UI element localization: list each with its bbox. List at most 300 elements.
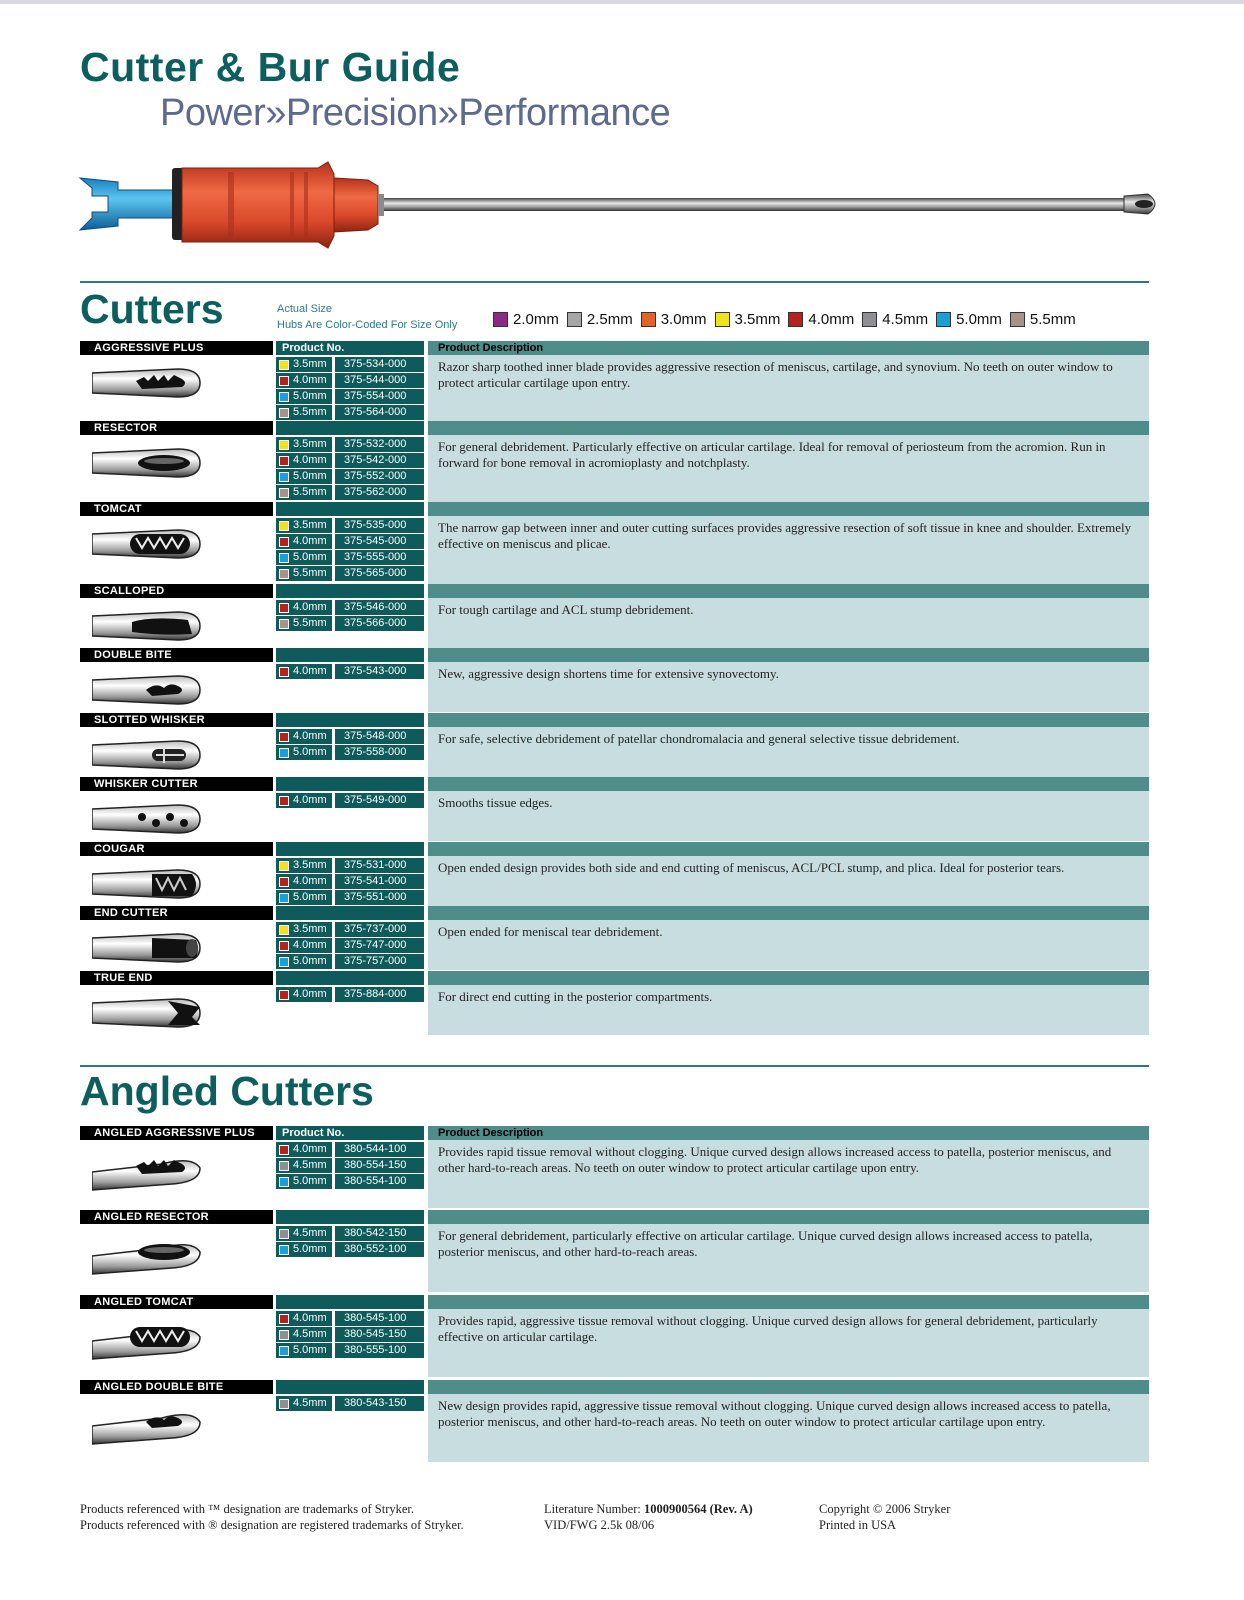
- size-swatch: [279, 392, 289, 402]
- size-row: [276, 389, 424, 405]
- size-list: [276, 664, 424, 680]
- product-name: ANGLED TOMCAT: [80, 1295, 273, 1309]
- product-name: SCALLOPED: [80, 584, 273, 598]
- size-swatch: [279, 1145, 289, 1155]
- product-name: TRUE END: [80, 971, 273, 985]
- size-row: [276, 616, 424, 632]
- product-number-header: Product No.: [276, 341, 424, 355]
- page-title: Cutter & Bur Guide: [80, 44, 461, 90]
- angled-section-title: Angled Cutters: [80, 1068, 374, 1114]
- part-number: 375-531-000: [335, 858, 424, 873]
- size-swatch: [279, 732, 289, 742]
- size-label: 5.0mm: [293, 746, 327, 758]
- product-description-header: [428, 842, 1149, 856]
- part-number: 380-545-150: [335, 1327, 424, 1342]
- size-label: 5.0mm: [293, 891, 327, 903]
- footer-reg-line: Products referenced with ® designation are registered trademarks of Stryker.: [80, 1518, 464, 1532]
- size-swatch: [279, 521, 289, 531]
- size-cell: [276, 987, 332, 1002]
- size-swatch: [279, 1229, 289, 1239]
- size-row: [276, 1242, 424, 1258]
- product-description: For general debridement, particularly effective on articular cartilage. Unique curved design allows increased access to patella, posterior meniscus, and other hard-to-reach areas.: [438, 1228, 1093, 1259]
- size-cell: [276, 550, 332, 565]
- size-label: 4.5mm: [293, 1397, 327, 1409]
- product-description-header: [428, 1295, 1149, 1309]
- size-color-legend: [493, 311, 1084, 328]
- product-row: [80, 421, 1149, 503]
- product-number-header: [276, 842, 424, 856]
- size-cell: [276, 745, 332, 760]
- size-row: [276, 874, 424, 890]
- size-swatch: [279, 893, 289, 903]
- size-cell: [276, 858, 332, 873]
- size-list: [276, 437, 424, 501]
- product-description-header: [428, 584, 1149, 598]
- size-label: 3.5mm: [293, 923, 327, 935]
- legend-label: 5.5mm: [1029, 311, 1076, 328]
- footer-copyright: [819, 1501, 950, 1533]
- product-name: TOMCAT: [80, 502, 273, 516]
- legend-item-2-0mm: [493, 311, 559, 328]
- part-number: 375-564-000: [335, 405, 424, 420]
- legend-label: 3.5mm: [734, 311, 781, 328]
- size-list: [276, 729, 424, 761]
- part-number: 375-549-000: [335, 793, 424, 808]
- product-description-header: [428, 1210, 1149, 1224]
- size-cell: [276, 600, 332, 615]
- size-swatch: [279, 941, 289, 951]
- legend-swatch: [715, 312, 730, 327]
- size-swatch: [279, 1346, 289, 1356]
- size-swatch: [279, 488, 289, 498]
- size-swatch: [279, 456, 289, 466]
- size-label: 4.0mm: [293, 374, 327, 386]
- product-description-header: [428, 502, 1149, 516]
- product-description-header: [428, 421, 1149, 435]
- legend-label: 2.5mm: [586, 311, 633, 328]
- part-number: 380-552-100: [335, 1242, 424, 1257]
- size-cell: [276, 1142, 332, 1157]
- product-name: ANGLED DOUBLE BITE: [80, 1380, 273, 1394]
- size-swatch: [279, 537, 289, 547]
- size-row: [276, 1396, 424, 1412]
- size-label: 5.5mm: [293, 486, 327, 498]
- size-list: [276, 600, 424, 632]
- cutter-tip-icon: [92, 1313, 204, 1366]
- size-row: [276, 1158, 424, 1174]
- product-row: [80, 906, 1149, 970]
- product-description-header: [428, 648, 1149, 662]
- legend-swatch: [788, 312, 803, 327]
- product-description-header: [428, 971, 1149, 985]
- product-description: Smooths tissue edges.: [438, 795, 553, 810]
- size-cell: [276, 453, 332, 468]
- size-cell: [276, 616, 332, 631]
- size-label: 5.0mm: [293, 390, 327, 402]
- product-row: [80, 502, 1149, 584]
- size-list: [276, 987, 424, 1003]
- size-cell: [276, 729, 332, 744]
- size-list: [276, 793, 424, 809]
- product-description: For general debridement. Particularly effective on articular cartilage. Ideal for removal of periosteum from the acromion. Run in forward for bone removal in acromioplasty and notchplasty.: [438, 439, 1106, 470]
- product-row: [80, 842, 1149, 906]
- part-number: 380-554-100: [335, 1174, 424, 1189]
- legend-label: 2.0mm: [513, 311, 559, 328]
- size-row: [276, 357, 424, 373]
- part-number: 380-545-100: [335, 1311, 424, 1326]
- product-number-header: [276, 1380, 424, 1394]
- product-number-header: Product No.: [276, 1126, 424, 1140]
- page-subtitle: Power»Precision»Performance: [160, 92, 671, 134]
- legend-swatch: [641, 312, 656, 327]
- cutter-tip-icon: [92, 439, 204, 492]
- size-label: 5.5mm: [293, 406, 327, 418]
- product-description: New, aggressive design shortens time for extensive synovectomy.: [438, 666, 779, 681]
- footer-tm-line: Products referenced with ™ designation are trademarks of Stryker.: [80, 1502, 415, 1516]
- legend-swatch: [1010, 312, 1025, 327]
- product-description: New design provides rapid, aggressive tissue removal without clogging. Unique curved design allows increased access to patella, posterior meniscus, and other hard-to-reach areas. No teeth on outer window to protect articular cartilage upon entry.: [438, 1398, 1111, 1429]
- part-number: 375-544-000: [335, 373, 424, 388]
- size-swatch: [279, 1399, 289, 1409]
- legend-item-3-0mm: [641, 311, 707, 328]
- size-label: 5.0mm: [293, 1243, 327, 1255]
- size-swatch: [279, 861, 289, 871]
- size-swatch: [279, 796, 289, 806]
- size-cell: [276, 874, 332, 889]
- legend-swatch: [493, 312, 508, 327]
- size-cell: [276, 485, 332, 500]
- size-label: 4.0mm: [293, 601, 327, 613]
- product-number-header: [276, 777, 424, 791]
- part-number: 375-552-000: [335, 469, 424, 484]
- size-label: 4.0mm: [293, 535, 327, 547]
- size-row: [276, 373, 424, 389]
- size-swatch: [279, 1177, 289, 1187]
- product-row: [80, 713, 1149, 777]
- size-row: [276, 793, 424, 809]
- product-row: [80, 1295, 1149, 1377]
- product-number-header: [276, 1210, 424, 1224]
- size-label: 4.5mm: [293, 1328, 327, 1340]
- part-number: 375-534-000: [335, 357, 424, 372]
- product-description-header: Product Description: [428, 341, 1149, 355]
- size-swatch: [279, 748, 289, 758]
- part-number: 375-548-000: [335, 729, 424, 744]
- product-description-header: [428, 906, 1149, 920]
- size-label: 3.5mm: [293, 859, 327, 871]
- part-number: 375-566-000: [335, 616, 424, 631]
- angled-rule: [80, 1065, 1149, 1067]
- legend-note-color-coded: Hubs Are Color-Coded For Size Only: [277, 319, 458, 331]
- size-cell: [276, 890, 332, 905]
- product-number-header: [276, 421, 424, 435]
- size-cell: [276, 1242, 332, 1257]
- size-label: 5.5mm: [293, 567, 327, 579]
- size-cell: [276, 518, 332, 533]
- size-row: [276, 469, 424, 485]
- part-number: 375-558-000: [335, 745, 424, 760]
- size-swatch: [279, 619, 289, 629]
- size-swatch: [279, 408, 289, 418]
- literature-number: 1000900564 (Rev. A): [643, 1502, 753, 1516]
- footer-trademarks: [80, 1501, 464, 1533]
- size-label: 5.0mm: [293, 1344, 327, 1356]
- size-swatch: [279, 1314, 289, 1324]
- part-number: 375-555-000: [335, 550, 424, 565]
- footer-literature: [544, 1501, 753, 1533]
- part-number: 375-546-000: [335, 600, 424, 615]
- size-swatch: [279, 603, 289, 613]
- size-cell: [276, 405, 332, 420]
- size-label: 5.0mm: [293, 955, 327, 967]
- cutter-tip-icon: [92, 989, 204, 1042]
- footer-printed: Printed in USA: [819, 1518, 897, 1532]
- size-row: [276, 938, 424, 954]
- part-number: 375-565-000: [335, 566, 424, 581]
- shaver-handpiece-illustration: [78, 160, 1162, 250]
- legend-label: 4.0mm: [808, 311, 855, 328]
- product-row: [80, 1380, 1149, 1462]
- size-list: [276, 518, 424, 582]
- size-cell: [276, 534, 332, 549]
- size-row: [276, 954, 424, 970]
- size-swatch: [279, 440, 289, 450]
- footer-vid: VID/FWG 2.5k 08/06: [544, 1518, 655, 1532]
- size-label: 4.5mm: [293, 1227, 327, 1239]
- size-row: [276, 1327, 424, 1343]
- size-cell: [276, 793, 332, 808]
- cutter-tip-icon: [92, 666, 204, 719]
- product-number-header: [276, 648, 424, 662]
- size-row: [276, 453, 424, 469]
- size-list: [276, 1396, 424, 1412]
- legend-item-5-5mm: [1010, 311, 1076, 328]
- size-row: [276, 922, 424, 938]
- product-number-header: [276, 1295, 424, 1309]
- cutters-section-title: Cutters: [80, 286, 224, 332]
- size-label: 5.0mm: [293, 470, 327, 482]
- product-name: WHISKER CUTTER: [80, 777, 273, 791]
- size-label: 4.0mm: [293, 1312, 327, 1324]
- size-list: [276, 357, 424, 421]
- part-number: 375-545-000: [335, 534, 424, 549]
- product-description: Provides rapid, aggressive tissue removal without clogging. Unique curved design allows for general debridement, particularly effective on articular cartilage.: [438, 1313, 1098, 1344]
- product-name: ANGLED RESECTOR: [80, 1210, 273, 1224]
- size-row: [276, 745, 424, 761]
- product-row: [80, 648, 1149, 712]
- size-label: 3.5mm: [293, 438, 327, 450]
- top-border: [0, 0, 1244, 4]
- size-swatch: [279, 957, 289, 967]
- size-label: 4.0mm: [293, 939, 327, 951]
- product-number-header: [276, 502, 424, 516]
- size-cell: [276, 664, 332, 679]
- size-list: [276, 1142, 424, 1190]
- cutter-tip-icon: [92, 924, 204, 977]
- cutter-tip-icon: [92, 795, 204, 848]
- size-row: [276, 858, 424, 874]
- part-number: 375-543-000: [335, 664, 424, 679]
- size-row: [276, 485, 424, 501]
- part-number: 380-542-150: [335, 1226, 424, 1241]
- part-number: 375-737-000: [335, 922, 424, 937]
- size-row: [276, 437, 424, 453]
- product-number-header: [276, 584, 424, 598]
- product-row: [80, 777, 1149, 841]
- size-cell: [276, 938, 332, 953]
- cutter-tip-icon: [92, 1398, 204, 1451]
- product-description: For tough cartilage and ACL stump debridement.: [438, 602, 694, 617]
- product-row: [80, 341, 1149, 423]
- size-row: [276, 518, 424, 534]
- size-label: 3.5mm: [293, 358, 327, 370]
- size-row: [276, 1343, 424, 1359]
- part-number: 375-542-000: [335, 453, 424, 468]
- part-number: 380-543-150: [335, 1396, 424, 1411]
- size-cell: [276, 1327, 332, 1342]
- size-label: 4.0mm: [293, 730, 327, 742]
- legend-item-5-0mm: [936, 311, 1002, 328]
- size-row: [276, 890, 424, 906]
- legend-swatch: [862, 312, 877, 327]
- size-label: 4.5mm: [293, 1159, 327, 1171]
- size-swatch: [279, 569, 289, 579]
- part-number: 380-554-150: [335, 1158, 424, 1173]
- size-cell: [276, 357, 332, 372]
- product-row: [80, 1210, 1149, 1292]
- size-row: [276, 566, 424, 582]
- size-row: [276, 534, 424, 550]
- size-swatch: [279, 360, 289, 370]
- part-number: 375-535-000: [335, 518, 424, 533]
- size-list: [276, 858, 424, 906]
- product-name: SLOTTED WHISKER: [80, 713, 273, 727]
- part-number: 375-532-000: [335, 437, 424, 452]
- product-description: Razor sharp toothed inner blade provides aggressive resection of meniscus, cartilage, and synovium. No teeth on outer window to protect articular cartilage upon entry.: [438, 359, 1113, 390]
- size-cell: [276, 437, 332, 452]
- legend-item-3-5mm: [715, 311, 781, 328]
- product-name: DOUBLE BITE: [80, 648, 273, 662]
- product-description: Open ended for meniscal tear debridement.: [438, 924, 663, 939]
- size-swatch: [279, 925, 289, 935]
- size-cell: [276, 922, 332, 937]
- legend-swatch: [936, 312, 951, 327]
- footer-copyright-line: Copyright © 2006 Stryker: [819, 1502, 951, 1516]
- product-description: For safe, selective debridement of patellar chondromalacia and general selective tissue debridement.: [438, 731, 960, 746]
- size-cell: [276, 469, 332, 484]
- size-label: 5.0mm: [293, 551, 327, 563]
- part-number: 375-551-000: [335, 890, 424, 905]
- product-description-header: [428, 777, 1149, 791]
- size-label: 4.0mm: [293, 988, 327, 1000]
- product-row: [80, 1126, 1149, 1208]
- size-row: [276, 1311, 424, 1327]
- size-row: [276, 987, 424, 1003]
- size-label: 5.5mm: [293, 617, 327, 629]
- size-label: 4.0mm: [293, 794, 327, 806]
- product-name: ANGLED AGGRESSIVE PLUS: [80, 1126, 273, 1140]
- size-swatch: [279, 1161, 289, 1171]
- product-description: Provides rapid tissue removal without clogging. Unique curved design allows increased access to patella, posterior meniscus, and other hard-to-reach areas. No teeth on outer window to protect articular cartilage upon entry.: [438, 1144, 1112, 1175]
- size-swatch: [279, 1245, 289, 1255]
- part-number: 380-555-100: [335, 1343, 424, 1358]
- product-number-header: [276, 713, 424, 727]
- size-cell: [276, 1343, 332, 1358]
- part-number: 375-562-000: [335, 485, 424, 500]
- part-number: 375-884-000: [335, 987, 424, 1002]
- size-swatch: [279, 1330, 289, 1340]
- cutter-tip-icon: [92, 359, 204, 412]
- size-swatch: [279, 553, 289, 563]
- size-row: [276, 664, 424, 680]
- size-swatch: [279, 667, 289, 677]
- part-number: 380-544-100: [335, 1142, 424, 1157]
- product-description: Open ended design provides both side and end cutting of meniscus, ACL/PCL stump, and plica. Ideal for posterior tears.: [438, 860, 1065, 875]
- product-row: [80, 971, 1149, 1035]
- size-label: 4.0mm: [293, 875, 327, 887]
- product-number-header: [276, 971, 424, 985]
- part-number: 375-757-000: [335, 954, 424, 969]
- size-cell: [276, 954, 332, 969]
- size-row: [276, 1226, 424, 1242]
- product-name: COUGAR: [80, 842, 273, 856]
- size-row: [276, 729, 424, 745]
- literature-label: Literature Number:: [544, 1502, 644, 1516]
- product-number-header: [276, 906, 424, 920]
- size-row: [276, 1174, 424, 1190]
- size-label: 4.0mm: [293, 1143, 327, 1155]
- product-name: RESECTOR: [80, 421, 273, 435]
- product-description: For direct end cutting in the posterior compartments.: [438, 989, 713, 1004]
- size-cell: [276, 566, 332, 581]
- size-cell: [276, 1311, 332, 1326]
- size-cell: [276, 1226, 332, 1241]
- product-description-header: [428, 713, 1149, 727]
- product-description: The narrow gap between inner and outer cutting surfaces provides aggressive resection of soft tissue in knee and shoulder. Extremely effective on meniscus and plicae.: [438, 520, 1132, 551]
- size-swatch: [279, 990, 289, 1000]
- legend-label: 3.0mm: [660, 311, 707, 328]
- size-row: [276, 600, 424, 616]
- size-list: [276, 922, 424, 970]
- footer-literature-line: [544, 1501, 753, 1517]
- size-cell: [276, 389, 332, 404]
- size-label: 5.0mm: [293, 1175, 327, 1187]
- size-swatch: [279, 472, 289, 482]
- size-row: [276, 550, 424, 566]
- size-cell: [276, 1158, 332, 1173]
- cutters-rule: [80, 281, 1149, 283]
- legend-item-4-0mm: [788, 311, 854, 328]
- size-label: 3.5mm: [293, 519, 327, 531]
- part-number: 375-747-000: [335, 938, 424, 953]
- legend-label: 4.5mm: [882, 311, 929, 328]
- size-swatch: [279, 376, 289, 386]
- cutter-tip-icon: [92, 520, 204, 573]
- size-cell: [276, 1396, 332, 1411]
- cutter-tip-icon: [92, 1228, 204, 1281]
- legend-note-actual-size: Actual Size: [277, 303, 333, 315]
- legend-swatch: [567, 312, 582, 327]
- size-cell: [276, 373, 332, 388]
- product-row: [80, 584, 1149, 648]
- product-name: AGGRESSIVE PLUS: [80, 341, 273, 355]
- product-description-header: [428, 1380, 1149, 1394]
- size-row: [276, 1142, 424, 1158]
- legend-label: 5.0mm: [956, 311, 1002, 328]
- size-label: 4.0mm: [293, 665, 327, 677]
- size-cell: [276, 1174, 332, 1189]
- legend-note: [277, 301, 457, 333]
